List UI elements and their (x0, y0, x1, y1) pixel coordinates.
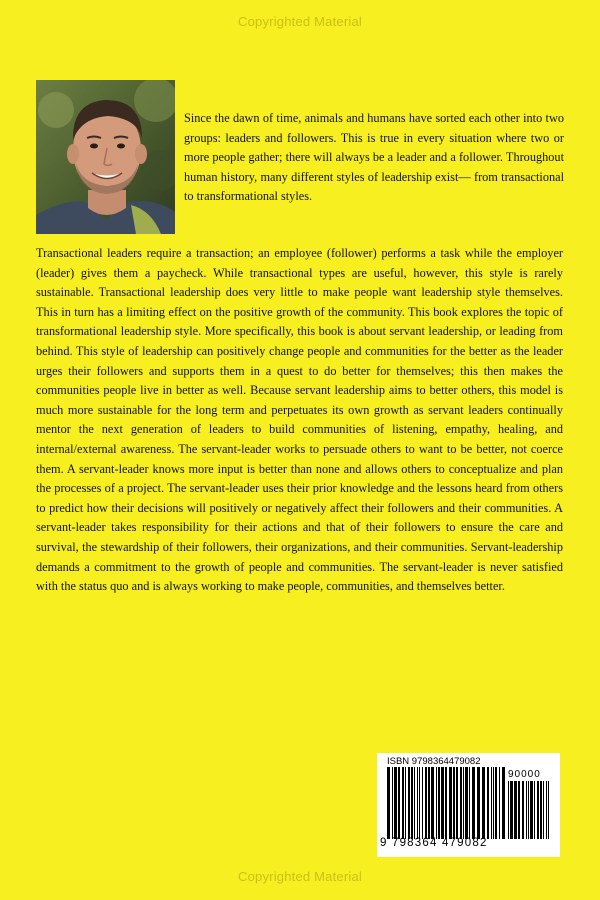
barcode-bar (449, 767, 452, 839)
barcode-bar (472, 767, 475, 839)
barcode-bar (543, 781, 544, 839)
intro-paragraph: Since the dawn of time, animals and humans have sorted each other into two groups: leaders and followers. This is true in every situation where two or more people gather; there will always be a leader and a follower. Throughout human history, many different styles of leadership exist— from transactional to transformational styles. (184, 111, 564, 204)
barcode-bar (394, 767, 397, 839)
barcode-bar (392, 767, 393, 839)
description-paragraph: Transactional leaders require a transaction; an employee (follower) performs a task while the employer (leader) gives them a paycheck. While transactional types are useful, however, this style is rarely sustainable. Transactional leadership does very little to make people want leadership style themselves. This in turn has a limiting effect on the positive growth of the community. This book explores the topic of transformational leadership style. More specifically, this book is about servant leadership, or leading from behind. This style of leadership can positively change people and communities for the better as the leader urges their followers and supports them in a quest to do better for themselves; this then makes the communities people live in better as well. Because servant leadership aims to better others, this model is much more sustainable for the long term and perpetuates its own growth as servant leaders continually mentor the next generation of leaders to build communities of listening, empathy, healing, and internal/external awareness. The servant-leader works to persuade others to want to be better, not coerce them. A servant-leader knows more input is better than none and allows others to conceptualize and plan the processes of a project. The servant-leader uses their prior knowledge and the lessons heard from others to predict how their decisions will positively or negatively affect their followers and their communities. A servant-leader takes responsibility for their actions and that of their followers to ensure the care and survival, the stewardship of their followers, their organizations, and their communities. Servant-leadership demands a commitment to the growth of people and communities. The servant-leader is never satisfied with the status quo and is always working to make people, communities, and themselves better. (36, 246, 563, 594)
barcode-bar (518, 781, 520, 839)
barcode-bar (441, 767, 444, 839)
barcode-bar (491, 767, 492, 839)
barcode-bar (411, 767, 413, 839)
barcode-bar (387, 767, 390, 839)
barcode-bar (405, 767, 406, 839)
barcode-bar (398, 767, 400, 839)
barcode-bar (456, 767, 458, 839)
barcode-bar (537, 781, 539, 839)
barcode-bar (436, 767, 437, 839)
barcode-bar (477, 767, 480, 839)
barcode-bar (469, 767, 470, 839)
barcode-bar (414, 767, 415, 839)
barcode-bar (463, 767, 464, 839)
barcode-main-bars (387, 767, 505, 839)
barcode-digits: 9 798364 479082 (380, 837, 488, 849)
barcode-bar (493, 767, 494, 839)
price-code-label: 90000 (508, 769, 541, 780)
barcode-bar (422, 767, 423, 839)
barcode-bar (508, 781, 509, 839)
barcode-bar (522, 781, 524, 839)
barcode-bar (431, 767, 434, 839)
barcode-bar (402, 767, 404, 839)
barcode-bar (510, 781, 513, 839)
barcode-bar (438, 767, 440, 839)
barcode-bar (460, 767, 462, 839)
barcode-bar (526, 781, 527, 839)
copyright-watermark-bottom: Copyrighted Material (238, 869, 362, 884)
barcode-bar (408, 767, 410, 839)
barcode-bar (445, 767, 447, 839)
barcode-bar (514, 781, 517, 839)
barcode-bar (487, 767, 489, 839)
barcode-bar (530, 781, 533, 839)
barcode-bar (453, 767, 455, 839)
barcode-bar (499, 767, 500, 839)
isbn-label: ISBN 9798364479082 (387, 756, 481, 767)
author-photo (36, 80, 175, 234)
barcode-bar (425, 767, 427, 839)
barcode-bar (534, 781, 535, 839)
barcode-addon-bars (508, 781, 552, 839)
barcode-bar (465, 767, 468, 839)
barcode-bar (482, 767, 485, 839)
barcode-bar (502, 767, 505, 839)
barcode-bar (495, 767, 497, 839)
copyright-watermark-top: Copyrighted Material (238, 14, 362, 29)
barcode-bar (417, 767, 418, 839)
isbn-barcode (377, 753, 560, 857)
barcode-bar (548, 781, 549, 839)
barcode-bar (540, 781, 542, 839)
barcode-bar (528, 781, 529, 839)
barcode-bar (546, 781, 547, 839)
barcode-bar (428, 767, 430, 839)
barcode-bar (419, 767, 420, 839)
